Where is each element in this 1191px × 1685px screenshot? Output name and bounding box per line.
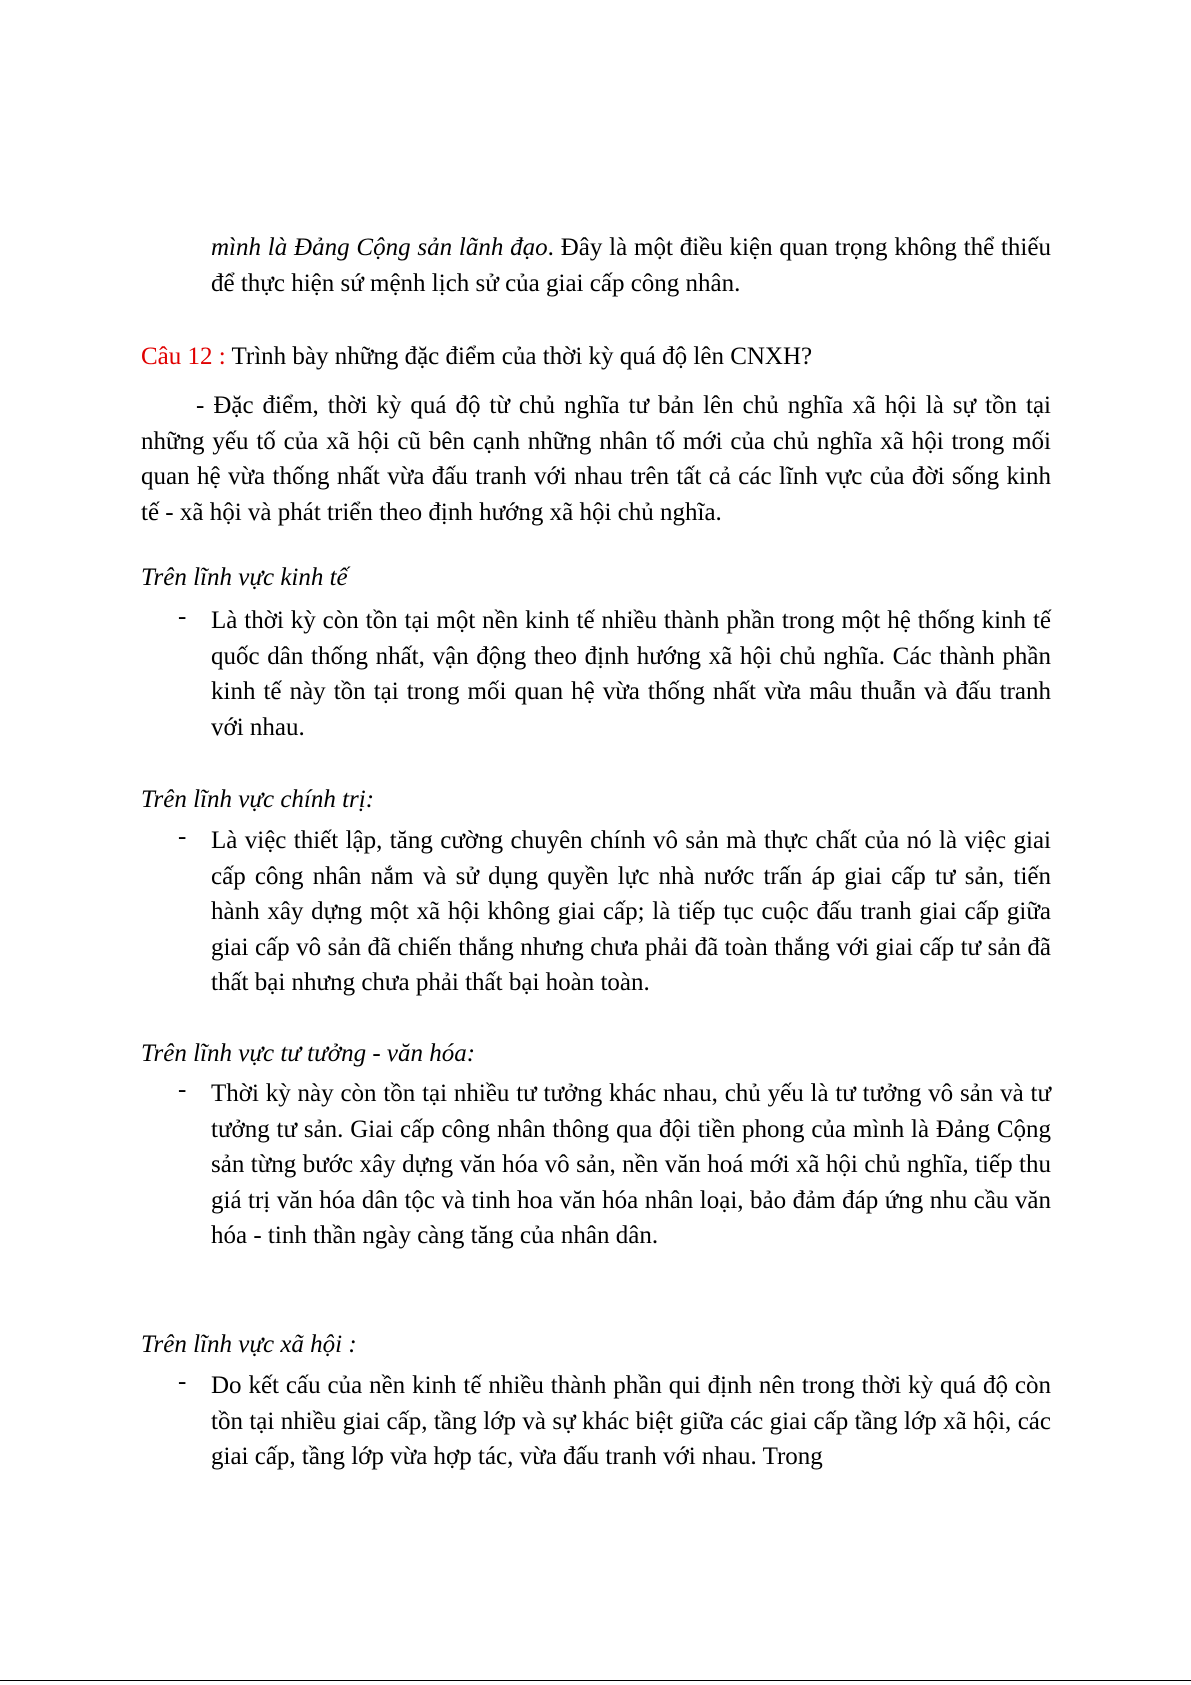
section-text-society: Do kết cấu của nền kinh tế nhiều thành phần qui định nên trong thời kỳ quá độ còn tồn tại nhiều giai cấp, tầng lớp và sự khác biệt giữa các giai cấp tầng lớp xã hội, các giai cấp, tầng lớp vừa hợp tác, vừa đấu tranh với nhau. Trong bbox=[211, 1372, 1051, 1470]
question-heading bbox=[141, 339, 1051, 375]
intro-paragraph bbox=[211, 230, 1051, 301]
question-label: Câu 12 : bbox=[141, 343, 226, 370]
section-heading-politics: Trên lĩnh vực chính trị: bbox=[141, 786, 375, 813]
bullet-marker: - bbox=[178, 603, 187, 630]
bullet-marker: - bbox=[178, 1076, 187, 1103]
question-text: Trình bày những đặc điểm của thời kỳ quá độ lên CNXH? bbox=[225, 343, 813, 370]
section-heading-economy: Trên lĩnh vực kinh tế bbox=[141, 564, 348, 591]
section-text-ideology-culture: Thời kỳ này còn tồn tại nhiều tư tưởng khác nhau, chủ yếu là tư tưởng vô sản và tư tưởng tư sản. Giai cấp công nhân thông qua đội tiền phong của mình là Đảng Cộng sản từng bước xây dựng văn hóa vô sản, nền văn hoá mới xã hội chủ nghĩa, tiếp thu giá trị văn hóa dân tộc và tinh hoa văn hóa nhân loại, bảo đảm đáp ứng nhu cầu văn hóa - tinh thần ngày càng tăng của nhân dân. bbox=[211, 1080, 1051, 1249]
section-text-politics: Là việc thiết lập, tăng cường chuyên chính vô sản mà thực chất của nó là việc giai cấp công nhân nắm và sử dụng quyền lực nhà nước trấn áp giai cấp tư sản, tiến hành xây dựng một xã hội không giai cấp; là tiếp tục cuộc đấu tranh giai cấp giữa giai cấp vô sản đã chiến thắng nhưng chưa phải đã toàn thắng với giai cấp tư sản đã thất bại nhưng chưa phải thất bại hoàn toàn. bbox=[211, 827, 1051, 996]
section-heading-society: Trên lĩnh vực xã hội : bbox=[141, 1331, 357, 1358]
overview-paragraph: - Đặc điểm, thời kỳ quá độ từ chủ nghĩa tư bản lên chủ nghĩa xã hội là sự tồn tại những yếu tố của xã hội cũ bên cạnh những nhân tố mới của chủ nghĩa xã hội trong mối quan hệ vừa thống nhất vừa đấu tranh với nhau trên tất cả các lĩnh vực của đời sống kinh tế - xã hội và phát triển theo định hướng xã hội chủ nghĩa. bbox=[141, 392, 1051, 526]
bullet-marker: - bbox=[178, 1368, 187, 1395]
intro-italic-lead: mình là Đảng Cộng sản lãnh đạo bbox=[211, 234, 548, 261]
intro-rest: . Đây là một điều kiện quan trọng không thể thiếu để thực hiện sứ mệnh lịch sử của giai cấp công nhân. bbox=[211, 234, 1051, 297]
bullet-marker: - bbox=[178, 823, 187, 850]
section-text-economy: Là thời kỳ còn tồn tại một nền kinh tế nhiều thành phần trong một hệ thống kinh tế quốc dân thống nhất, vận động theo định hướng xã hội chủ nghĩa. Các thành phần kinh tế này tồn tại trong mối quan hệ vừa thống nhất vừa mâu thuẫn và đấu tranh với nhau. bbox=[211, 607, 1051, 741]
page-bottom-rule bbox=[0, 1680, 1191, 1681]
section-heading-ideology-culture: Trên lĩnh vực tư tưởng - văn hóa: bbox=[141, 1040, 476, 1067]
